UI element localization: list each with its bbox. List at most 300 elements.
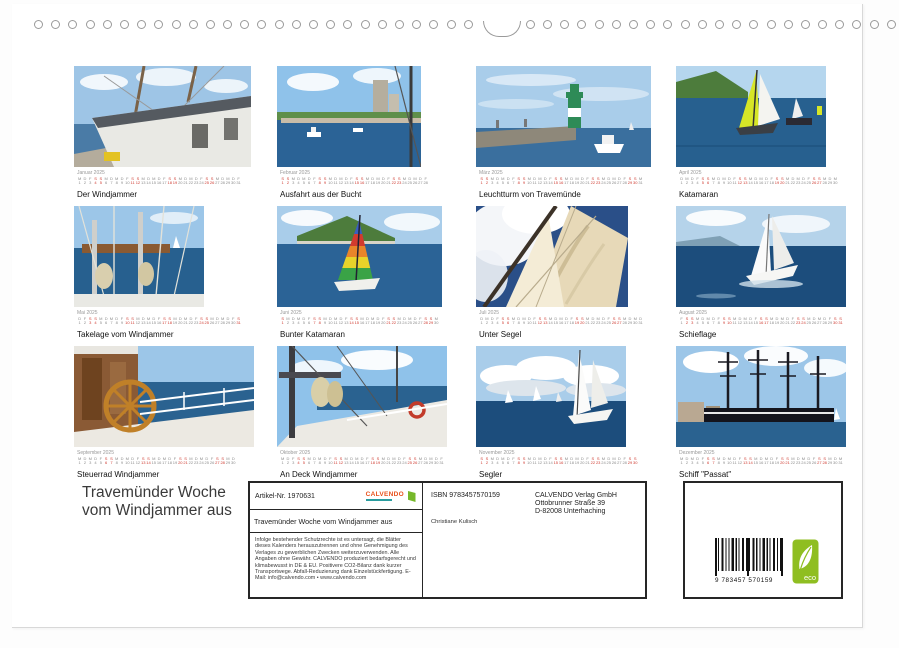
day-column: D 18: [370, 176, 375, 186]
day-column: S 27: [817, 456, 822, 466]
day-column: M 19: [172, 316, 178, 326]
day-column: M 16: [558, 316, 564, 326]
day-column: D 30: [231, 456, 236, 466]
day-column: S 19: [574, 316, 580, 326]
day-column: D 16: [359, 456, 365, 466]
day-column: D 22: [790, 176, 796, 186]
day-column: F 26: [811, 456, 817, 466]
day-column: D 11: [532, 176, 537, 186]
day-column: D 2: [685, 456, 689, 466]
day-column: M 27: [418, 456, 423, 466]
day-column: M 21: [785, 176, 790, 186]
day-column: F 27: [418, 316, 423, 326]
day-column: M 4: [296, 316, 301, 326]
day-column: D 24: [601, 316, 606, 326]
day-column: D 9: [722, 456, 726, 466]
day-column: S 8: [517, 176, 521, 186]
day-column: D 28: [220, 176, 225, 186]
day-column: S 16: [359, 176, 365, 186]
day-column: D 1: [480, 316, 484, 326]
day-column: F 21: [386, 176, 391, 186]
month-label: November 2025: [479, 450, 515, 456]
day-column: M 28: [220, 316, 225, 326]
info-left-column: [250, 483, 423, 597]
day-column: M 26: [412, 176, 418, 186]
day-column: M 17: [162, 456, 167, 466]
day-column: D 15: [151, 316, 157, 326]
day-column: F 14: [548, 176, 553, 186]
day-column: S 20: [178, 456, 183, 466]
day-column: S 29: [627, 456, 633, 466]
day-column: M 24: [601, 456, 606, 466]
day-column: F 11: [532, 316, 537, 326]
photo-caption: Takelage vom Windjammer: [77, 329, 174, 339]
binding-hole: [257, 20, 266, 29]
day-column: M 19: [574, 176, 580, 186]
day-column: F 24: [199, 176, 204, 186]
photo-caption: Der Windjammer: [77, 189, 138, 199]
day-column: M 3: [690, 456, 694, 466]
binding-hole: [103, 20, 112, 29]
day-column: S 23: [795, 316, 801, 326]
day-column: S 25: [407, 456, 412, 466]
day-column: D 29: [627, 316, 633, 326]
day-column: S 12: [537, 316, 543, 326]
mini-calendar-januar: [74, 170, 243, 186]
month-photo-august: [676, 206, 846, 307]
ean-barcode: [715, 538, 783, 584]
day-column: M 26: [209, 316, 215, 326]
day-column: D 4: [297, 176, 300, 186]
month-label: März 2025: [479, 170, 503, 176]
day-column: M 25: [806, 316, 811, 326]
mini-calendar-mai: [74, 310, 243, 326]
day-column: F 30: [231, 316, 236, 326]
binding-hole: [543, 20, 552, 29]
month-photo-juli: [476, 206, 628, 307]
day-column: F 14: [349, 176, 354, 186]
binding-hole: [378, 20, 387, 29]
day-column: M 22: [790, 456, 796, 466]
day-column: S 21: [183, 456, 188, 466]
day-column: D 17: [365, 316, 370, 326]
day-column: F 4: [496, 316, 499, 326]
day-column: F 12: [135, 456, 141, 466]
day-column: S 6: [706, 456, 710, 466]
day-column: M 12: [537, 456, 543, 466]
month-photo-november: [476, 346, 626, 447]
day-column: S 11: [333, 456, 338, 466]
day-column: D 12: [338, 316, 344, 326]
day-column: F 17: [162, 176, 167, 186]
day-column: D 11: [333, 176, 338, 186]
day-column: S 30: [833, 316, 838, 326]
day-column: M 15: [151, 456, 157, 466]
day-column: M 24: [601, 176, 606, 186]
day-column: M 13: [742, 316, 748, 326]
photo-caption: Bunter Katamaran: [280, 329, 345, 339]
day-column: D 21: [183, 176, 188, 186]
day-column: D 16: [156, 176, 162, 186]
day-column: M 9: [323, 316, 327, 326]
day-column: S 20: [780, 176, 785, 186]
day-column: D 11: [130, 456, 135, 466]
day-column: M 31: [838, 456, 843, 466]
day-column: S 8: [517, 456, 521, 466]
day-column: S 1: [281, 176, 284, 186]
day-column: S 21: [386, 316, 391, 326]
day-column: M 7: [109, 316, 114, 326]
day-column: S 23: [396, 176, 402, 186]
day-column: D 7: [312, 456, 316, 466]
day-column: S 13: [742, 456, 748, 466]
eco-logo: [792, 539, 819, 584]
day-column: D 13: [140, 316, 146, 326]
day-column: D 5: [701, 316, 705, 326]
day-column: F 7: [512, 456, 515, 466]
day-column: S 6: [706, 176, 710, 186]
day-column: S 24: [199, 316, 204, 326]
day-column: D 25: [806, 456, 811, 466]
binding-hole: [172, 20, 181, 29]
day-strip: [77, 457, 243, 466]
binding-hole: [646, 20, 655, 29]
day-column: F 17: [365, 456, 370, 466]
month-label: Juli 2025: [479, 310, 500, 316]
day-column: M 3: [88, 456, 92, 466]
day-column: D 2: [286, 456, 290, 466]
day-column: S 16: [558, 456, 564, 466]
barcode-digits: 9 783457 570159: [715, 577, 774, 584]
day-column: D 3: [490, 316, 494, 326]
day-column: F 18: [569, 316, 574, 326]
mini-calendar-august: [676, 310, 845, 326]
day-column: M 14: [146, 316, 151, 326]
day-column: M 1: [77, 176, 82, 186]
barcode-bars: [715, 538, 783, 571]
binding-hole: [767, 20, 776, 29]
day-column: D 21: [386, 456, 391, 466]
day-column: M 13: [343, 456, 349, 466]
day-column: M 10: [125, 456, 130, 466]
binding-hole: [343, 20, 352, 29]
day-column: D 27: [617, 176, 622, 186]
day-column: M 8: [717, 456, 721, 466]
day-column: D 13: [343, 176, 349, 186]
day-column: D 22: [590, 316, 596, 326]
day-column: S 24: [801, 316, 806, 326]
day-column: S 17: [764, 316, 769, 326]
day-column: S 1: [480, 456, 483, 466]
hanger-notch: [483, 21, 521, 37]
calendar-sheet: [12, 4, 863, 628]
day-column: D 5: [302, 316, 306, 326]
day-column: S 13: [742, 176, 748, 186]
day-column: S 13: [140, 456, 146, 466]
binding-hole: [698, 20, 707, 29]
day-column: M 31: [638, 176, 643, 186]
photo-caption: Schiff "Passat": [679, 469, 732, 479]
day-column: M 22: [391, 456, 397, 466]
day-column: M 18: [370, 316, 375, 326]
day-column: S 9: [522, 456, 526, 466]
day-strip: [479, 177, 645, 186]
day-column: S 18: [167, 316, 172, 326]
day-column: D 20: [178, 316, 183, 326]
day-column: M 17: [564, 176, 569, 186]
binding-hole: [715, 20, 724, 29]
day-column: M 24: [801, 456, 806, 466]
calvendo-logo: [366, 490, 417, 503]
month-label: Dezember 2025: [679, 450, 715, 456]
day-column: S 1: [281, 316, 284, 326]
day-column: S 29: [627, 176, 633, 186]
day-column: M 11: [333, 316, 338, 326]
month-photo-dezember: [676, 346, 846, 447]
binding-hole: [801, 20, 810, 29]
day-column: M 5: [302, 176, 306, 186]
day-column: S 22: [590, 176, 596, 186]
day-column: S 4: [94, 316, 97, 326]
day-column: F 28: [423, 176, 428, 186]
day-column: M 15: [151, 176, 157, 186]
day-column: S 2: [685, 316, 689, 326]
day-strip: [77, 317, 243, 326]
month-cell-juni: [277, 202, 476, 342]
publisher-street: Ottobrunner Straße 39: [535, 500, 606, 507]
day-column: M 23: [595, 316, 601, 326]
day-column: F 25: [806, 176, 811, 186]
day-column: D 29: [225, 316, 231, 326]
day-column: M 6: [104, 176, 108, 186]
day-column: D 4: [496, 176, 499, 186]
day-column: S 4: [297, 456, 300, 466]
day-column: M 22: [188, 176, 194, 186]
day-column: M 12: [338, 176, 344, 186]
day-column: D 18: [167, 456, 172, 466]
mini-calendar-april: [676, 170, 845, 186]
calvendo-logo-text: CALVENDO: [365, 491, 404, 498]
day-column: D 27: [617, 456, 622, 466]
day-column: M 1: [679, 456, 684, 466]
day-column: F 22: [790, 316, 796, 326]
day-column: D 3: [690, 176, 694, 186]
day-column: M 21: [183, 316, 188, 326]
day-column: M 29: [225, 176, 231, 186]
binding-hole: [870, 20, 879, 29]
day-column: S 2: [485, 456, 489, 466]
month-photo-april: [676, 66, 826, 167]
publisher-name: CALVENDO Verlag GmbH: [535, 492, 617, 499]
day-column: F 4: [696, 176, 699, 186]
day-strip: [679, 457, 845, 466]
day-column: D 25: [606, 176, 611, 186]
day-column: M 29: [827, 456, 833, 466]
day-column: D 1: [78, 316, 82, 326]
binding-hole: [835, 20, 844, 29]
day-column: M 3: [291, 176, 295, 186]
day-column: S 27: [215, 456, 220, 466]
day-column: S 12: [135, 176, 141, 186]
day-column: D 6: [104, 316, 108, 326]
day-column: M 10: [328, 176, 333, 186]
day-column: D 15: [553, 316, 559, 326]
day-column: F 21: [585, 456, 590, 466]
day-column: M 27: [215, 176, 220, 186]
binding-hole: [120, 20, 129, 29]
day-column: S 26: [611, 316, 617, 326]
month-cell-november: [476, 342, 676, 482]
day-column: M 15: [753, 456, 759, 466]
day-column: M 16: [758, 176, 764, 186]
day-column: D 23: [193, 456, 199, 466]
day-column: S 30: [633, 456, 638, 466]
binding-hole: [749, 20, 758, 29]
day-column: M 19: [375, 176, 381, 186]
day-column: S 18: [370, 456, 375, 466]
day-strip: [479, 457, 645, 466]
day-column: D 8: [115, 316, 119, 326]
day-column: D 19: [375, 316, 381, 326]
day-column: D 23: [795, 456, 801, 466]
day-column: D 13: [542, 456, 548, 466]
day-column: S 20: [580, 316, 585, 326]
day-column: M 11: [732, 316, 737, 326]
day-column: S 11: [130, 176, 135, 186]
day-column: M 30: [833, 176, 838, 186]
day-column: M 8: [115, 176, 119, 186]
mini-calendar-februar: [277, 170, 446, 186]
day-column: D 4: [496, 456, 499, 466]
day-column: S 7: [712, 456, 715, 466]
day-column: M 5: [501, 176, 505, 186]
binding-hole: [577, 20, 586, 29]
day-column: S 16: [558, 176, 564, 186]
day-column: D 28: [822, 316, 827, 326]
day-column: S 10: [727, 316, 732, 326]
mini-calendar-juni: [277, 310, 446, 326]
binding-hole: [560, 20, 569, 29]
day-column: D 16: [156, 456, 162, 466]
photo-caption: Steuerrad Windjammer: [77, 469, 160, 479]
day-column: D 14: [748, 316, 753, 326]
article-number: Artikel-Nr. 1970631: [255, 492, 315, 500]
photo-caption: Segler: [479, 469, 503, 479]
binding-hole: [595, 20, 604, 29]
day-column: S 14: [748, 456, 753, 466]
day-column: S 26: [209, 176, 215, 186]
day-column: F 24: [402, 456, 407, 466]
day-column: D 10: [328, 316, 333, 326]
day-column: F 19: [774, 456, 780, 466]
month-photo-mai: [74, 206, 204, 307]
day-column: F 16: [156, 316, 162, 326]
day-column: F 3: [89, 176, 92, 186]
day-column: F 13: [343, 316, 349, 326]
day-column: D 7: [711, 316, 715, 326]
calvendo-flag-icon: [406, 490, 417, 503]
day-column: M 17: [365, 176, 370, 186]
binding-hole: [526, 20, 535, 29]
isbn: ISBN 9783457570159: [431, 492, 500, 499]
day-column: D 9: [120, 176, 124, 186]
day-column: F 5: [701, 456, 705, 466]
day-column: S 12: [737, 176, 743, 186]
day-column: M 15: [354, 456, 360, 466]
month-grid: [74, 62, 856, 482]
day-column: S 5: [501, 316, 505, 326]
day-column: M 3: [490, 176, 494, 186]
day-column: D 25: [204, 456, 209, 466]
day-column: M 6: [307, 456, 311, 466]
binding-holes: [34, 20, 854, 36]
day-column: F 7: [313, 176, 316, 186]
day-column: M 29: [428, 456, 434, 466]
month-photo-februar: [277, 66, 421, 167]
day-column: M 7: [511, 316, 516, 326]
day-column: F 7: [512, 176, 515, 186]
month-photo-januar: [74, 66, 251, 167]
day-column: D 14: [146, 176, 151, 186]
day-column: M 9: [522, 316, 526, 326]
day-column: M 30: [434, 316, 439, 326]
day-column: M 5: [501, 456, 505, 466]
eco-label: eco: [803, 573, 817, 582]
day-column: M 13: [140, 176, 146, 186]
binding-hole: [206, 20, 215, 29]
month-cell-mai: [74, 202, 277, 342]
day-column: F 18: [769, 176, 774, 186]
day-column: M 14: [748, 176, 753, 186]
mini-calendar-maerz: [476, 170, 645, 186]
day-column: S 9: [522, 176, 526, 186]
photo-caption: Leuchtturm von Travemünde: [479, 189, 581, 199]
day-column: F 25: [606, 316, 611, 326]
day-column: S 19: [774, 176, 780, 186]
photo-caption: Schieflage: [679, 329, 717, 339]
day-column: F 8: [717, 316, 720, 326]
day-column: S 17: [162, 316, 167, 326]
day-column: D 27: [418, 176, 423, 186]
binding-hole: [612, 20, 621, 29]
day-strip: [479, 317, 645, 326]
day-column: S 14: [349, 316, 354, 326]
binding-hole: [275, 20, 284, 29]
day-column: M 29: [225, 456, 231, 466]
day-column: F 29: [827, 316, 833, 326]
day-column: D 30: [231, 176, 236, 186]
day-column: S 23: [595, 456, 601, 466]
day-column: D 8: [717, 176, 721, 186]
day-column: M 2: [485, 316, 489, 326]
day-column: D 10: [727, 176, 732, 186]
day-column: S 1: [480, 176, 483, 186]
day-column: S 15: [354, 316, 360, 326]
day-column: D 11: [532, 456, 537, 466]
day-column: S 26: [811, 176, 817, 186]
day-column: D 20: [381, 176, 386, 186]
day-column: F 9: [120, 316, 124, 326]
day-column: M 5: [99, 316, 103, 326]
day-column: M 6: [706, 316, 710, 326]
binding-hole: [784, 20, 793, 29]
day-column: S 9: [323, 176, 327, 186]
day-column: S 15: [553, 456, 559, 466]
day-column: S 5: [302, 456, 306, 466]
binding-hole: [852, 20, 861, 29]
day-column: S 6: [104, 456, 108, 466]
day-column: S 4: [94, 176, 97, 186]
